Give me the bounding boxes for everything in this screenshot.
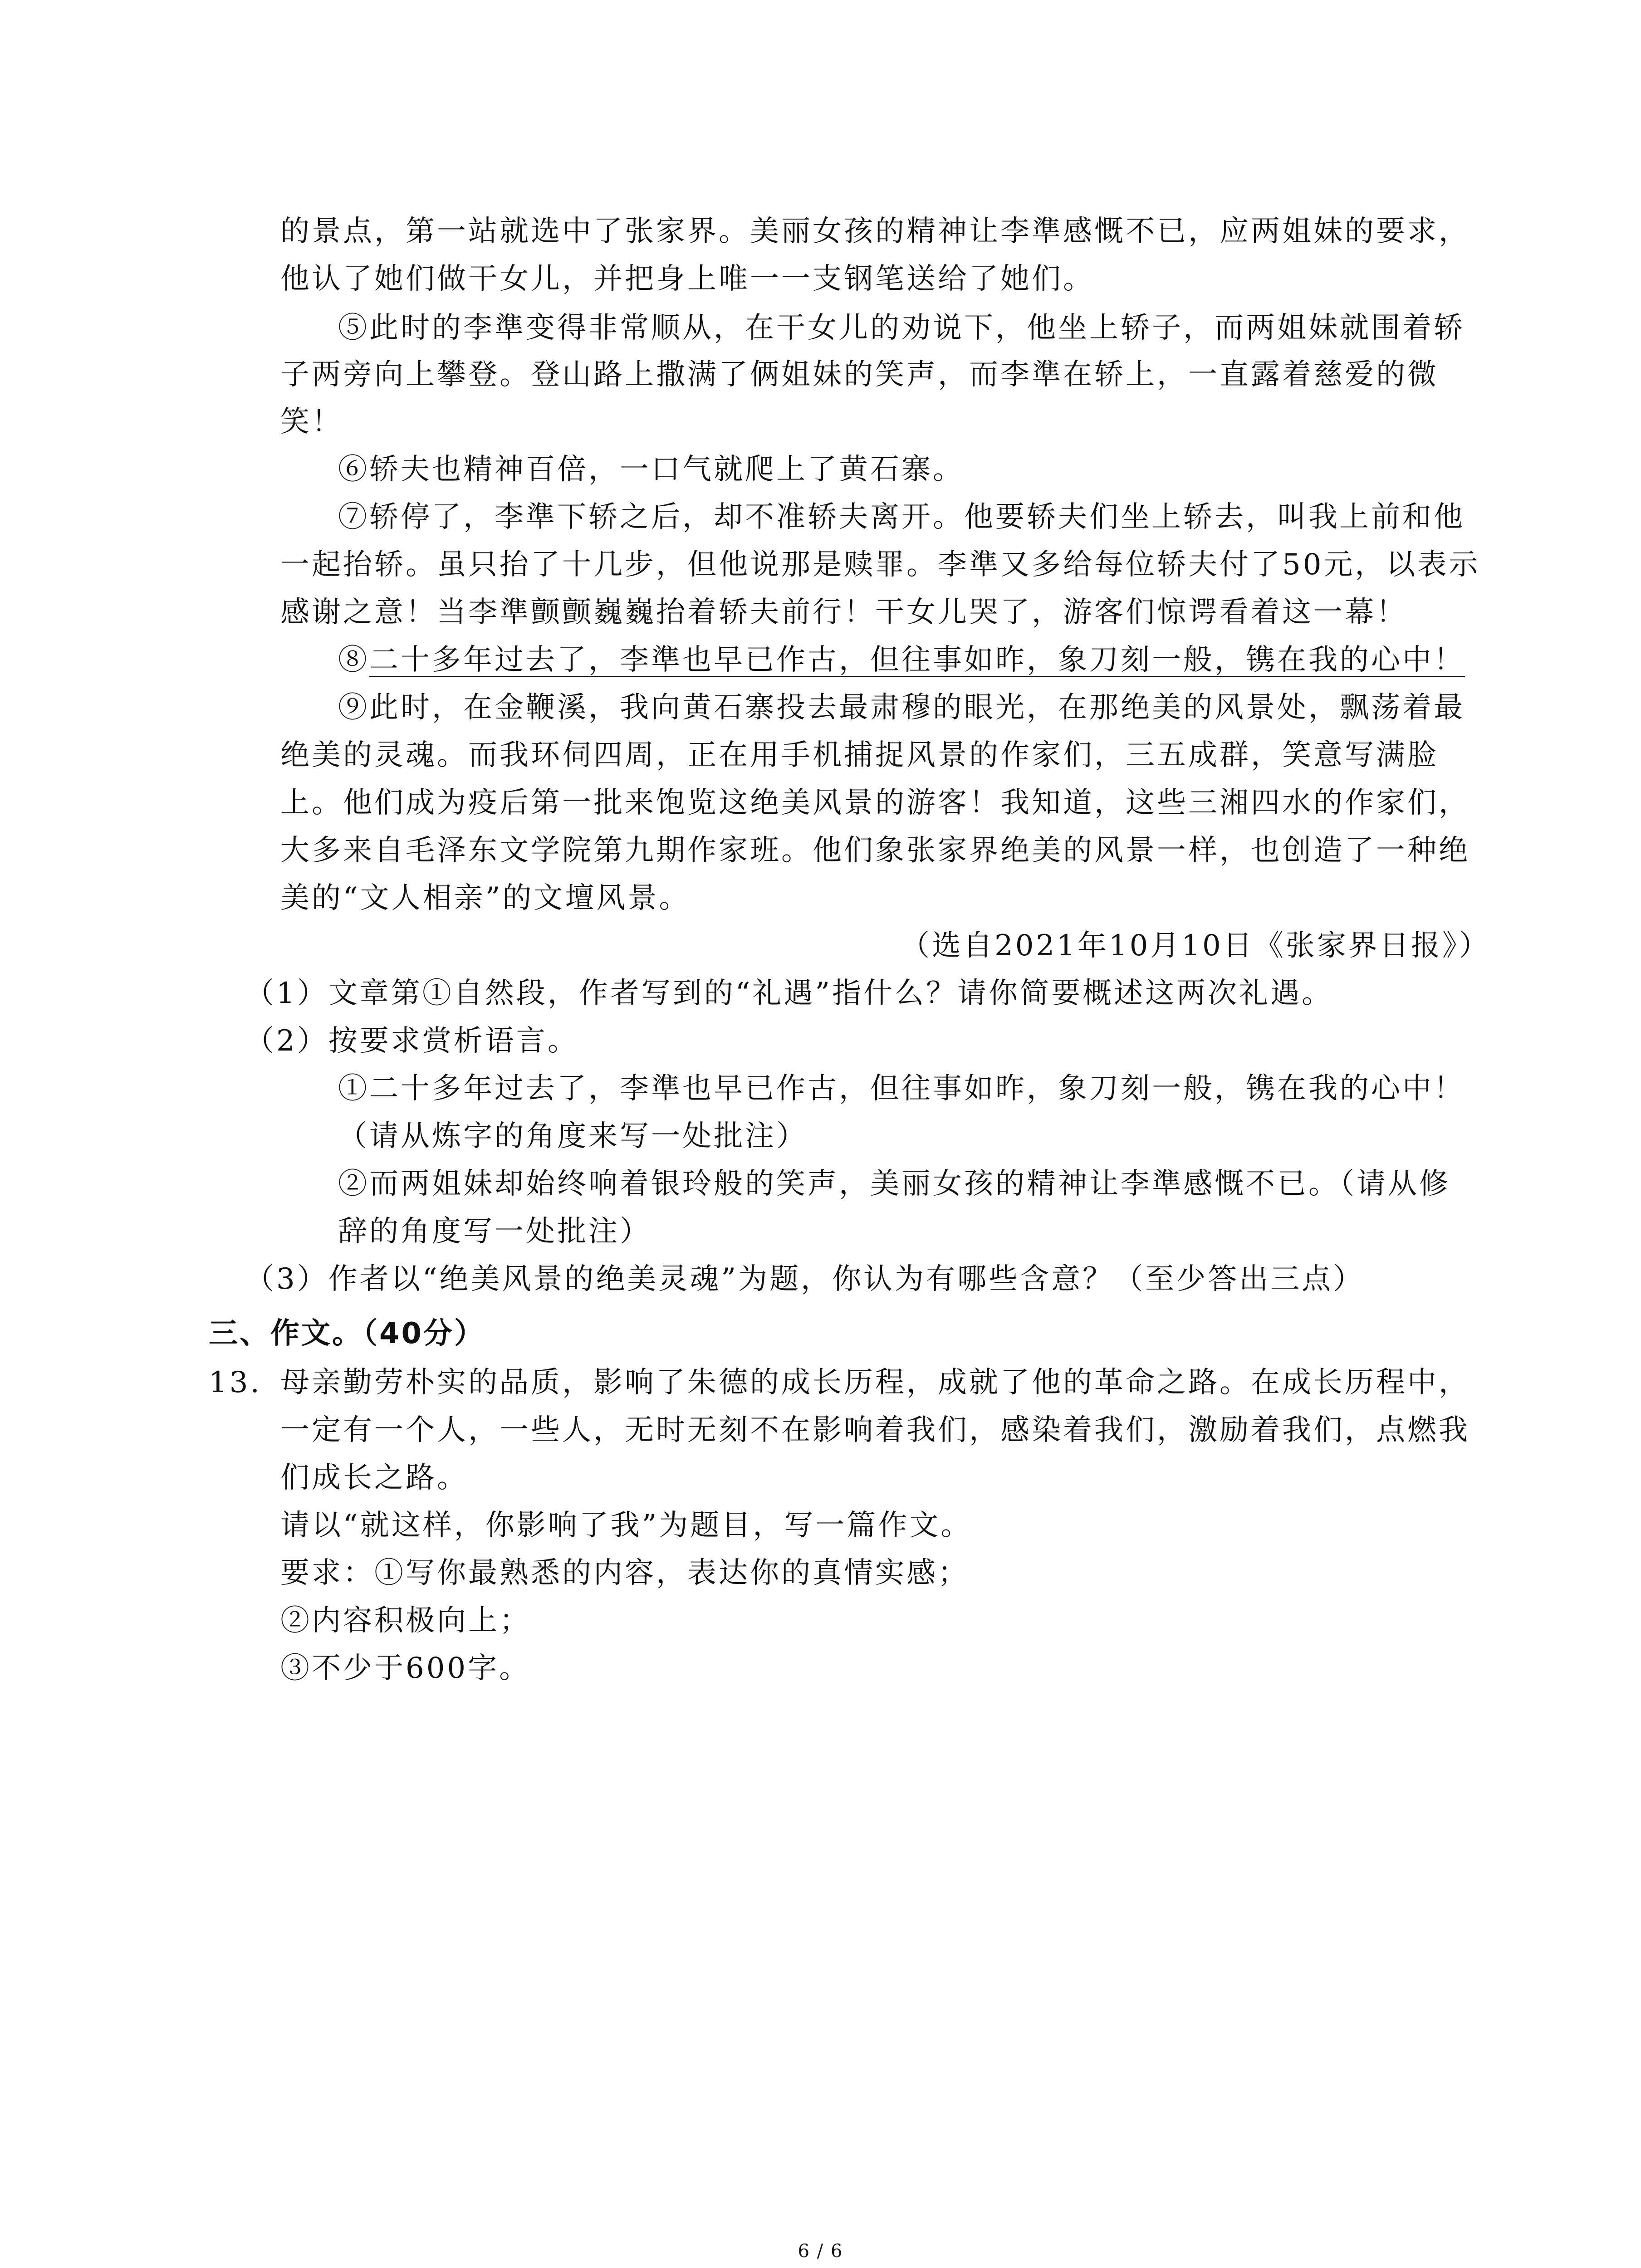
paragraph-9-line: 上。他们成为疫后第一批来饱览这绝美风景的游客！我知道，这些三湘四水的作家们， xyxy=(280,786,1470,820)
paragraph-6: ⑥轿夫也精神百倍，一口气就爬上了黄石寨。 xyxy=(338,453,964,486)
question-2-item-1-note: （请从炼字的角度来写一处批注） xyxy=(338,1119,808,1153)
composition-requirement: ②内容积极向上； xyxy=(280,1604,531,1637)
question-3: （3）作者以“绝美风景的绝美灵魂”为题，你认为有哪些含意？（至少答出三点） xyxy=(245,1262,1365,1296)
paragraph-9-line: 大多来自毛泽东文学院第九期作家班。他们象张家界绝美的风景一样，也创造了一种绝 xyxy=(280,834,1470,867)
question-2: （2）按要求赏析语言。 xyxy=(245,1024,579,1058)
composition-prompt-line: 们成长之路。 xyxy=(280,1461,468,1495)
paragraph-7-line: ⑦轿停了，李準下轿之后，却不准轿夫离开。他要轿夫们坐上轿去，叫我上前和他 xyxy=(338,500,1465,534)
paragraph-7-line: 一起抬轿。虽只抬了十几步，但他说那是赎罪。李準又多给每位轿夫付了50元，以表示 xyxy=(280,548,1480,582)
source-citation: （选自2021年10月10日《张家界日报》） xyxy=(901,929,1490,963)
question-1: （1）文章第①自然段，作者写到的“礼遇”指什么？请你简要概述这两次礼遇。 xyxy=(245,977,1333,1010)
page-number: 6 / 6 xyxy=(798,2241,843,2262)
paragraph-9-line: 美的“文人相亲”的文壇风景。 xyxy=(280,881,691,915)
paragraph-8 xyxy=(338,642,1465,678)
question-2-item-2: ②而两姐妹却始终响着银玲般的笑声，美丽女孩的精神让李準感慨不已。（请从修 xyxy=(338,1167,1450,1201)
paragraph-9-line: 绝美的灵魂。而我环伺四周，正在用手机捕捉风景的作家们，三五成群，笑意写满脸 xyxy=(280,738,1439,772)
paragraph-5-line: ⑤此时的李準变得非常顺从，在干女儿的劝说下，他坐上轿子，而两姐妹就围着轿 xyxy=(338,311,1465,345)
composition-prompt-line: 母亲勤劳朴实的品质，影响了朱德的成长历程，成就了他的革命之路。在成长历程中， xyxy=(280,1366,1470,1399)
question-number: 13. xyxy=(209,1366,262,1399)
composition-requirement: 要求：①写你最熟悉的内容，表达你的真情实感； xyxy=(280,1556,969,1590)
paragraph-5-line: 笑！ xyxy=(280,405,343,439)
paragraph-9-line: ⑨此时，在金鞭溪，我向黄石寨投去最肃穆的眼光，在那绝美的风景处，飘荡着最 xyxy=(338,691,1465,724)
paragraph-5-line: 子两旁向上攀登。登山路上撒满了俩姐妹的笑声，而李準在轿上，一直露着慈爱的微 xyxy=(280,358,1439,391)
composition-task: 请以“就这样，你影响了我”为题目，写一篇作文。 xyxy=(280,1509,972,1542)
passage-line: 的景点，第一站就选中了张家界。美丽女孩的精神让李準感慨不已，应两姐妹的要求， xyxy=(280,215,1470,248)
section-heading: 三、作文。（40分） xyxy=(209,1317,485,1350)
composition-requirement: ③不少于600字。 xyxy=(280,1652,531,1685)
composition-prompt-line: 一定有一个人，一些人，无时无刻不在影响着我们，感染着我们，激励着我们，点燃我 xyxy=(280,1413,1470,1447)
paragraph-8-underlined-text: 二十多年过去了，李準也早已作古，但往事如昨，象刀刻一般，镌在我的心中！ xyxy=(369,643,1465,677)
paragraph-7-line: 感谢之意！当李準颤颤巍巍抬着轿夫前行！干女儿哭了，游客们惊谔看着这一幕！ xyxy=(280,596,1407,629)
paragraph-8-marker: ⑧ xyxy=(338,643,369,677)
question-2-item-2-note: 辞的角度写一处批注） xyxy=(338,1215,651,1248)
passage-line: 他认了她们做干女儿，并把身上唯一一支钢笔送给了她们。 xyxy=(280,262,1094,296)
question-2-item-1: ①二十多年过去了，李準也早已作古，但往事如昨，象刀刻一般，镌在我的心中！ xyxy=(338,1072,1465,1105)
